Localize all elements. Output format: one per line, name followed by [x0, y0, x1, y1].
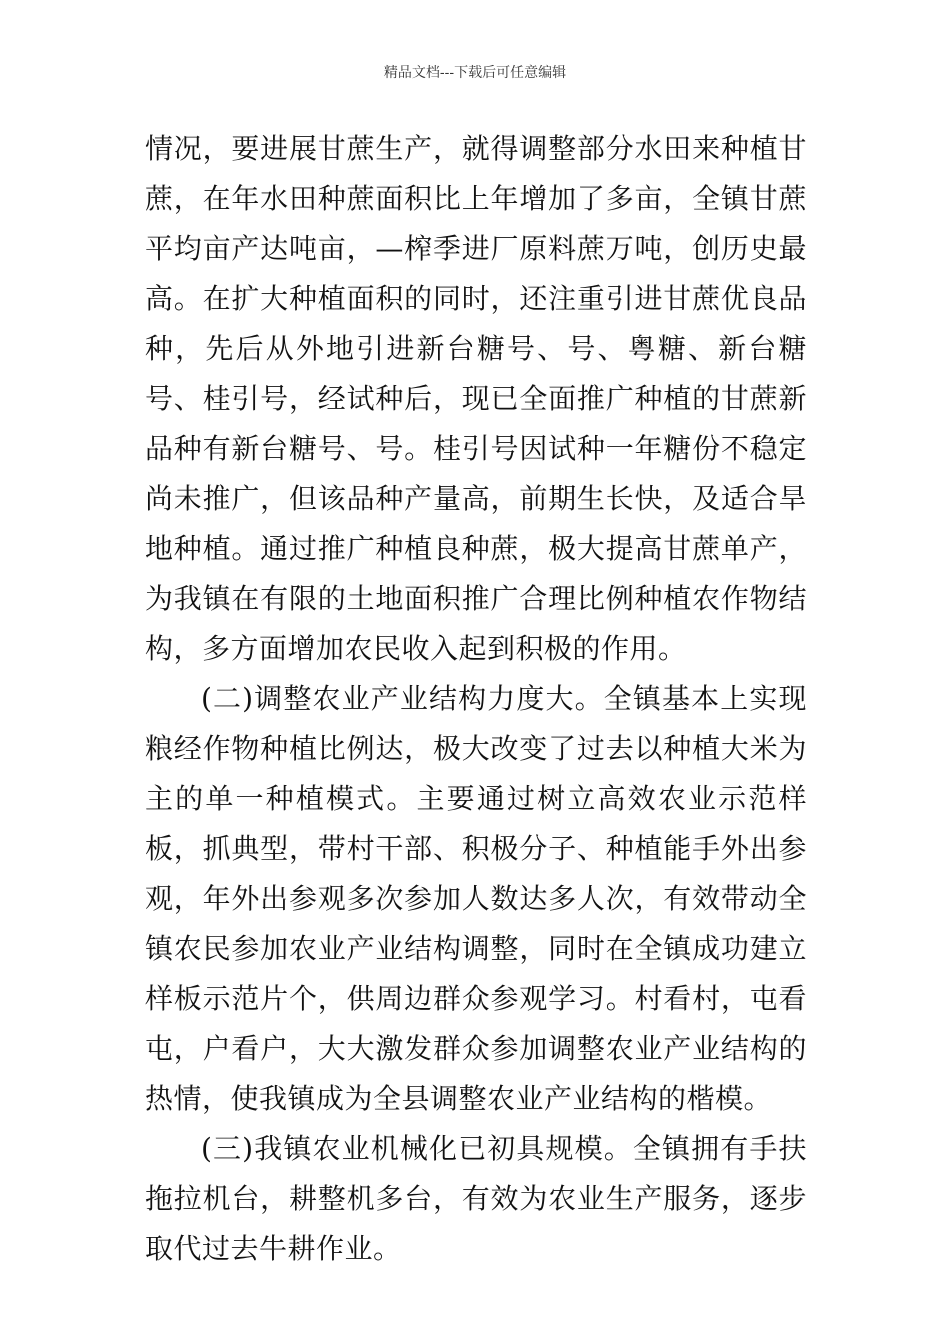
- body-text: [145, 124, 807, 1274]
- page-header: 精品文档---下载后可任意编辑: [383, 65, 567, 81]
- paragraph-section-3: (三)我镇农业机械化已初具规模。全镇拥有手扶拖拉机台，耕整机多台，有效为农业生产服务，逐步取代过去牛耕作业。: [145, 1132, 807, 1265]
- paragraph-continuation: 情况，要进展甘蔗生产，就得调整部分水田来种植甘蔗，在年水田种蔗面积比上年增加了多亩，全镇甘蔗平均亩产达吨亩，—榨季进厂原料蔗万吨，创历史最高。在扩大种植面积的同时，还注重引进甘蔗优良品种，先后从外地引进新台糖号、号、粤糖、新台糖号、桂引号，经试种后，现已全面推广种植的甘蔗新品种有新台糖号、号。桂引号因试种一年糖份不稳定尚未推广，但该品种产量高，前期生长快，及适合旱地种植。通过推广种植良种蔗，极大提高甘蔗单产，为我镇在有限的土地面积推广合理比例种植农作物结构，多方面增加农民收入起到积极的作用。: [145, 132, 807, 665]
- paragraph-section-2: (二)调整农业产业结构力度大。全镇基本上实现粮经作物种植比例达，极大改变了过去以种植大米为主的单一种植模式。主要通过树立高效农业示范样板，抓典型，带村干部、积极分子、种植能手外出参观，年外出参观多次参加人数达多人次，有效带动全镇农民参加农业产业结构调整，同时在全镇成功建立样板示范片个，供周边群众参观学习。村看村，屯看屯，户看户，大大激发群众参加调整农业产业结构的热情，使我镇成为全县调整农业产业结构的楷模。: [145, 682, 807, 1115]
